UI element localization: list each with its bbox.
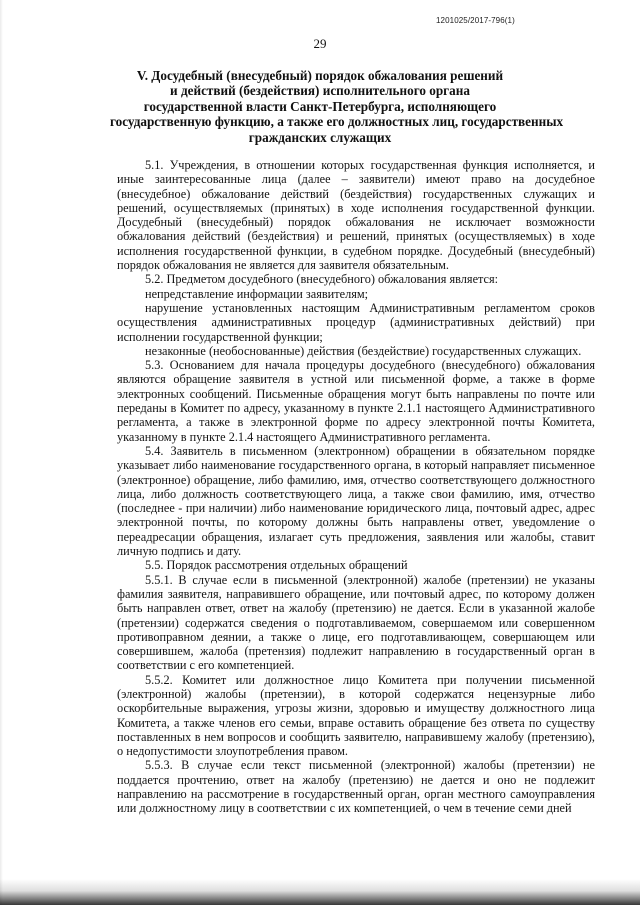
paragraph-item-unlawful-actions: незаконные (необоснованные) действия (бездействие) государственных служащих.	[145, 343, 582, 358]
paragraph-5-4: 5.4. Заявитель в письменном (электронном) обращении в обязательном порядке указывает либо наименование государственного органа, в который направляет письменное (электронное) обращение, либо фамилию, имя, отчество соответствующего должностного лица, либо должность соответствующего лица, а также свои фамилию, имя, отчество (последнее - при наличии) либо наименование юридического лица, почтовый адрес, адрес электронной почты, по которому должны быть направлены ответ, уведомление о переадресации обращения, излагает суть предложения, заявления или жалобы, ставит личную подпись и дату.	[117, 443, 595, 559]
paragraph-item-nondisclosure: непредставление информации заявителям;	[145, 286, 369, 301]
section-title-line: гражданских служащих	[248, 129, 392, 145]
section-title-line: V. Досудебный (внесудебный) порядок обжалования решений	[136, 68, 504, 83]
paragraph-5-2: 5.2. Предметом досудебного (внесудебного) обжалования является:	[145, 272, 499, 287]
scan-edge	[0, 0, 3, 905]
paragraph-item-deadline-violation: нарушение установленных настоящим Административным регламентом сроков осуществления административных процедур (административных действий) при исполнении государственной функции;	[117, 300, 595, 344]
section-title-line: и действий (бездействия) исполнительного органа	[170, 83, 470, 99]
paragraph-5-5: 5.5. Порядок рассмотрения отдельных обращений	[145, 558, 408, 573]
paragraph-5-5-3: 5.5.3. В случае если текст письменной (электронной) жалобы (претензии) не поддается прочтению, ответ на жалобу (претензию) не дается и оно не подлежит направлению на рассмотрение в государственный орган, орган местного самоуправления или должностному лицу в соответствии с их компетенцией, о чем в течение семи дней	[117, 758, 595, 816]
section-title-line: государственной власти Санкт-Петербурга, исполняющего	[143, 98, 497, 114]
section-title-line: государственную функцию, а также его должностных лиц, государственных	[110, 114, 564, 130]
section-title	[110, 68, 564, 145]
paragraph-5-3: 5.3. Основанием для начала процедуры досудебного (внесудебного) обжалования являются обращение заявителя в устной или письменной форме, а также в форме электронных сообщений. Письменные обращения могут быть направлены по почте или переданы в Комитет по адресу, указанному в пункте 2.1.1 настоящего Административного регламента, а также в электронной форме по адресу электронной почты Комитета, указанному в пункте 2.1.4 настоящего Административного регламента.	[117, 358, 595, 444]
page-number: 29	[313, 36, 327, 51]
document-body	[117, 158, 595, 816]
scan-bottom-shadow	[0, 879, 640, 905]
paragraph-5-1: 5.1. Учреждения, в отношении которых государственная функция исполняется, и иные заинтересованные лица (далее – заявители) имеют право на досудебное (внесудебное) обжалование действий (бездействия) государственных служащих и решений, осуществляемых (принятых) в ходе исполнения государственной функции. Досудебный (внесудебный) порядок обжалования не исключает возможности обжалования действий (бездействия) и решений, принятых (осуществляемых) в ходе исполнения государственной функции, в судебном порядке. Досудебный (внесудебный) порядок обжалования не является для заявителя обязательным.	[117, 158, 595, 273]
paragraph-5-5-2: 5.5.2. Комитет или должностное лицо Комитета при получении письменной (электронной) жалобы (претензии), в которой содержатся нецензурные либо оскорбительные выражения, угрозы жизни, здоровью и имуществу должностного лица Комитета, а также членов его семьи, вправе оставить обращение без ответа по существу поставленных в нем вопросов и сообщить заявителю, направившему жалобу (претензию), о недопустимости злоупотребления правом.	[117, 672, 595, 759]
paragraph-5-5-1: 5.5.1. В случае если в письменной (электронной) жалобе (претензии) не указаны фамилия заявителя, направившего обращение, или почтовый адрес, по которому должен быть направлен ответ, ответ на жалобу (претензию) не дается. Если в указанной жалобе (претензии) содержатся сведения о подготавливаемом, совершаемом или совершенном противоправном деянии, а также о лице, его подготавливающем, совершающем или совершившем, жалоба (претензия) подлежит направлению в государственный орган в соответствии с его компетенцией.	[117, 572, 595, 673]
document-code: 1201025/2017-796(1)	[436, 16, 515, 25]
